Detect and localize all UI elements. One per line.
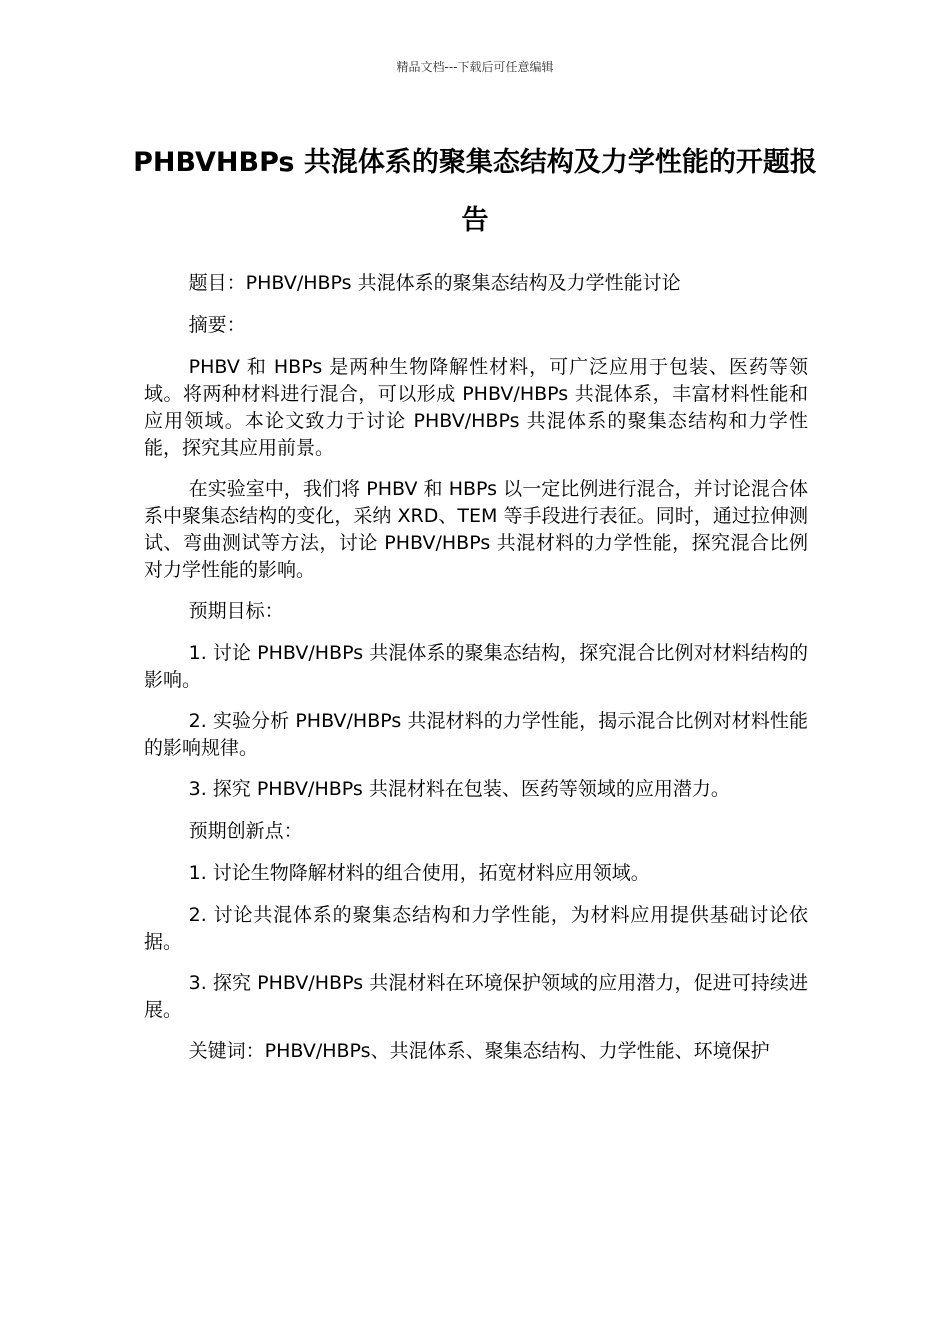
goal-item-2: 2. 实验分析 PHBV/HBPs 共混材料的力学性能，揭示混合比例对材料性能的影响规律。 bbox=[144, 710, 808, 759]
goal-item-1: 1. 讨论 PHBV/HBPs 共混体系的聚集态结构，探究混合比例对材料结构的影响。 bbox=[144, 642, 808, 691]
keywords-line: 关键词：PHBV/HBPs、共混体系、聚集态结构、力学性能、环境保护 bbox=[188, 1040, 770, 1062]
goal-item-3: 3. 探究 PHBV/HBPs 共混材料在包装、医药等领域的应用潜力。 bbox=[188, 778, 730, 800]
topic-line: 题目：PHBV/HBPs 共混体系的聚集态结构及力学性能讨论 bbox=[188, 272, 681, 294]
abstract-paragraph-1: PHBV 和 HBPs 是两种生物降解性材料，可广泛应用于包装、医药等领域。将两种材料进行混合，可以形成 PHBV/HBPs 共混体系，丰富材料性能和应用领域。本论文致力于讨论 PHBV/HBPs 共混体系的聚集态结构和力学性能，探究其应用前景。 bbox=[144, 356, 808, 459]
innovation-item-2: 2. 讨论共混体系的聚集态结构和力学性能，为材料应用提供基础讨论依据。 bbox=[144, 904, 808, 953]
innovation-item-3: 3. 探究 PHBV/HBPs 共混材料在环境保护领域的应用潜力，促进可持续进展。 bbox=[144, 972, 808, 1021]
document-body bbox=[144, 270, 808, 1079]
innovation-item-1: 1. 讨论生物降解材料的组合使用，拓宽材料应用领域。 bbox=[188, 862, 650, 884]
abstract-paragraph-2: 在实验室中，我们将 PHBV 和 HBPs 以一定比例进行混合，并讨论混合体系中聚集态结构的变化，采纳 XRD、TEM 等手段进行表征。同时，通过拉伸测试、弯曲测试等方法，讨论 PHBV/HBPs 共混材料的力学性能，探究混合比例对力学性能的影响。 bbox=[144, 478, 808, 581]
document-title: PHBVHBPs 共混体系的聚集态结构及力学性能的开题报告 bbox=[133, 147, 817, 236]
goals-heading: 预期目标： bbox=[188, 600, 284, 622]
abstract-heading: 摘要： bbox=[188, 314, 246, 336]
page-header: 精品文档---下载后可任意编辑 bbox=[396, 60, 554, 74]
innovations-heading: 预期创新点： bbox=[188, 820, 303, 842]
